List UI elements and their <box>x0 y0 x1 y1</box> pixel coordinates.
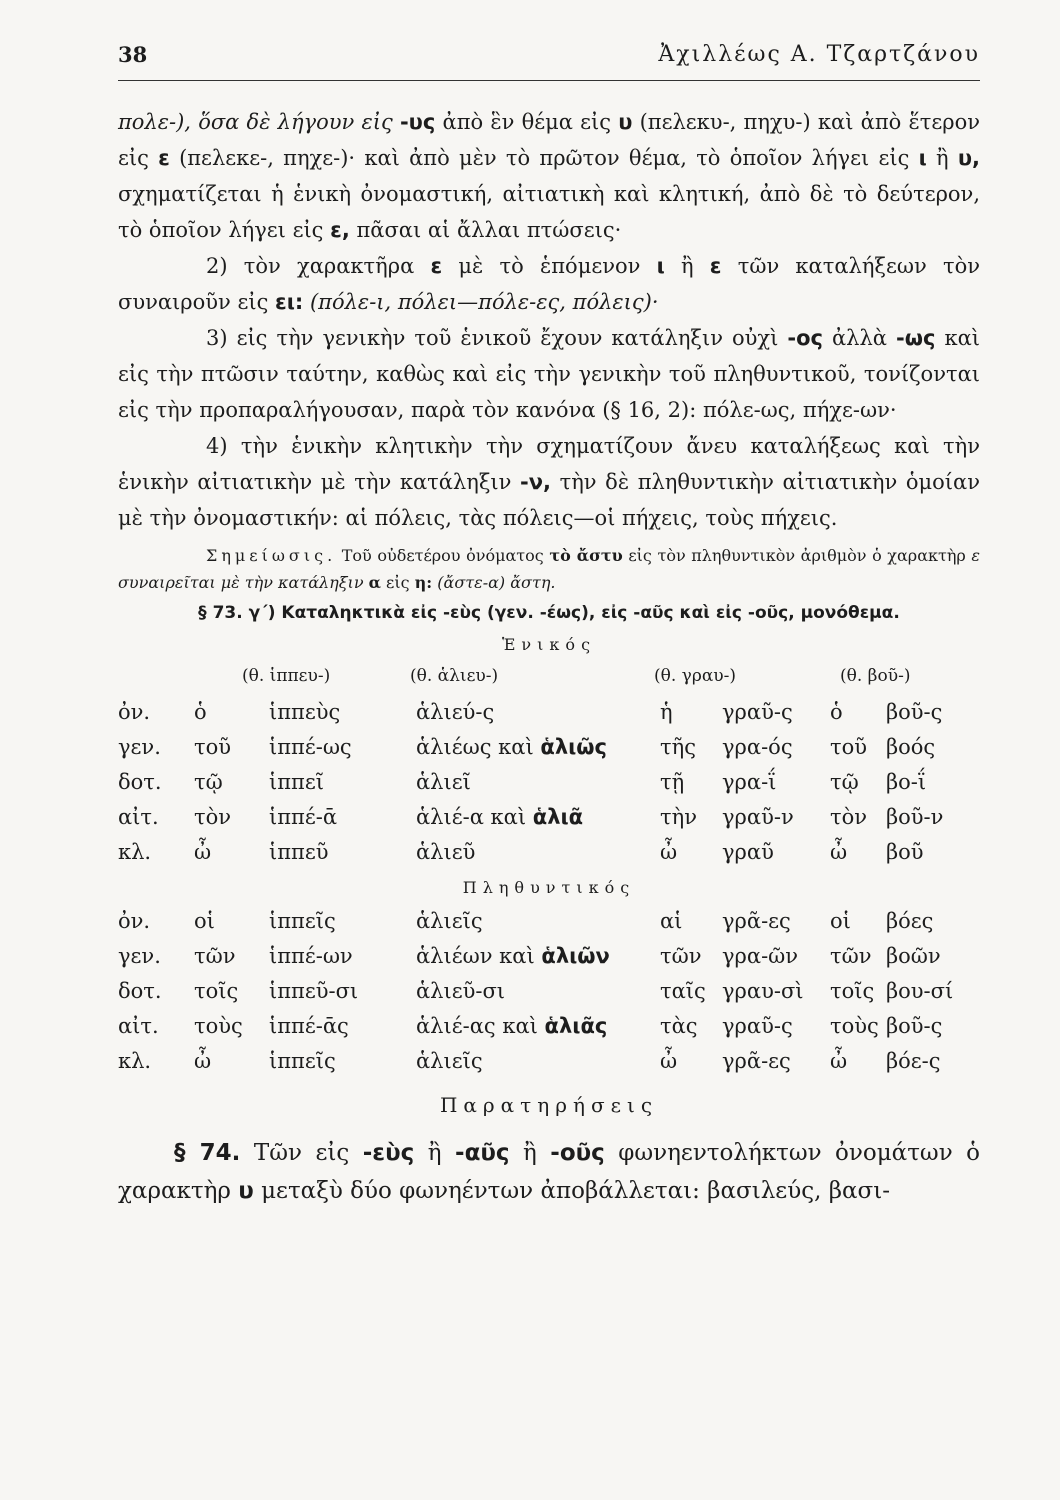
word-form: βόες <box>886 908 934 933</box>
article: τῆς <box>660 734 696 759</box>
stem-label: (θ. ἱππευ-) <box>242 666 331 686</box>
article: τοῖς <box>830 978 875 1003</box>
case-label: κλ. <box>118 1048 152 1073</box>
declension-row <box>118 1008 980 1043</box>
word-form: γραῦ-ν <box>722 804 794 829</box>
case-label: κλ. <box>118 839 152 864</box>
article: τῶν <box>194 943 236 968</box>
stem-label: (θ. ἁλιευ-) <box>410 666 499 686</box>
article: τῷ <box>830 769 859 794</box>
word-form: ἁλιέ-ας καὶ ἁλιᾶς <box>416 1013 608 1038</box>
word-form: ἁλιέων καὶ ἁλιῶν <box>416 943 610 968</box>
running-title: Ἀχιλλέως Α. Τζαρτζάνου <box>658 42 980 67</box>
declension-row <box>118 834 980 869</box>
section-74: § 74. Τῶν εἰς -εὺς ἢ -αῦς ἢ -οῦς φωνηεντολήκτων ὀνομάτων ὁ χαρακτὴρ υ μεταξὺ δύο φωνηέντων ἀποβάλλεται: βασιλεύς, βασι- <box>118 1140 980 1204</box>
declension-row <box>118 973 980 1008</box>
word-form: βοῦ-ς <box>886 1013 943 1038</box>
word-form: ἱππέ-ως <box>269 734 352 759</box>
plural-label: Πληθυντικός <box>462 878 636 897</box>
page-body <box>118 104 980 1210</box>
word-form: ἱππέ-ᾱς <box>269 1013 349 1038</box>
article: τὰς <box>660 1013 698 1038</box>
article: τῶν <box>660 943 702 968</box>
article: ὦ <box>194 1048 212 1073</box>
article: ὦ <box>194 839 212 864</box>
stem-label: (θ. γραυ-) <box>654 666 737 686</box>
paragraph-4: 4) τὴν ἑνικὴν κλητικὴν τὴν σχηματίζουν ἄνευ καταλήξεως καὶ τὴν ἑνικὴν αἰτιατικὴν μὲ τὴν κατάληξιν -ν, τὴν δὲ πληθυντικὴν αἰτιατικὴν ὁμοίαν μὲ τὴν ὀνομαστικήν: αἱ πόλεις, τὰς πόλεις—οἱ πήχεις, τοὺς πήχεις. <box>118 434 980 530</box>
word-form: ἁλιεῖ <box>416 769 471 794</box>
word-form: ἱππεῖ <box>269 769 324 794</box>
article: τὸν <box>194 804 232 829</box>
note: Σημείωσις. Τοῦ οὐδετέρου ὀνόματος τὸ ἄστυ εἰς τὸν πληθυντικὸν ἀριθμὸν ὁ χαρακτὴρ ε συναιρεῖται μὲ τὴν κατάληξιν α εἰς η: (ἄστε-α) ἄστη. <box>118 546 981 592</box>
case-label: δοτ. <box>118 769 162 794</box>
article: τὸν <box>830 804 868 829</box>
page-number: 38 <box>118 42 148 67</box>
word-form: βοῦ-ς <box>886 699 943 724</box>
case-label: αἰτ. <box>118 1013 159 1038</box>
page-header <box>118 40 980 81</box>
article: τοῦ <box>830 734 868 759</box>
declension-row <box>118 938 980 973</box>
word-form: γρα-ῶν <box>722 943 799 968</box>
word-form: ἱππέ-ων <box>269 943 353 968</box>
plural-declension-table <box>118 903 980 1078</box>
article: τῷ <box>194 769 223 794</box>
declension-row <box>118 799 980 834</box>
word-form: ἱππέ-ᾱ <box>269 804 337 829</box>
article: ὦ <box>830 1048 848 1073</box>
case-label: δοτ. <box>118 978 162 1003</box>
word-form: γρα-ΐ <box>722 769 777 794</box>
article: τὴν <box>660 804 697 829</box>
word-form: γραῦ <box>722 839 774 864</box>
observations-heading: Παρατηρήσεις <box>439 1093 659 1117</box>
singular-label: Ἑνικός <box>501 635 597 654</box>
word-form: βο-ΐ <box>886 769 927 794</box>
article: τοὺς <box>194 1013 243 1038</box>
section-73-heading: § 73. γ΄) Καταληκτικὰ εἰς -εὺς (γεν. -έως), εἰς -αῦς καὶ εἰς -οῦς, μονόθεμα. <box>198 603 900 623</box>
paragraph-2: 2) τὸν χαρακτῆρα ε μὲ τὸ ἑπόμενον ι ἢ ε τῶν καταλήξεων τὸν συναιροῦν εἰς ει: (πόλε-ι, πόλει—πόλε-ες, πόλεις)· <box>118 254 980 314</box>
word-form: γραῦ-ς <box>722 1013 793 1038</box>
paragraph-1: πολε-), ὅσα δὲ λήγουν εἰς -υς ἀπὸ ἓν θέμα εἰς υ (πελεκυ-, πηχυ-) καὶ ἀπὸ ἕτερον εἰς ε (πελεκε-, πηχε-)· καὶ ἀπὸ μὲν τὸ πρῶτον θέμα, τὸ ὁποῖον λήγει εἰς ι ἢ υ, σχηματίζεται ἡ ἑνικὴ ὀνομαστική, αἰτιατικὴ καὶ κλητική, ἀπὸ δὲ τὸ δεύτερον, τὸ ὁποῖον λήγει εἰς ε, πᾶσαι αἱ ἄλλαι πτώσεις· <box>118 110 980 242</box>
article: τοῦ <box>194 734 232 759</box>
singular-declension-table <box>118 694 980 869</box>
word-form: ἁλιεῖς <box>416 908 483 933</box>
word-form: ἁλιέως καὶ ἁλιῶς <box>416 734 607 759</box>
paragraph-3: 3) εἰς τὴν γενικὴν τοῦ ἑνικοῦ ἔχουν κατάληξιν οὐχὶ -ος ἀλλὰ -ως καὶ εἰς τὴν πτῶσιν ταύτην, καθὼς καὶ εἰς τὴν γενικὴν τοῦ πληθυντικοῦ, τονίζονται εἰς τὴν προπαραλήγουσαν, παρὰ τὸν κανόνα (§ 16, 2): πόλε-ως, πήχε-ων· <box>118 326 980 422</box>
declension-row <box>118 764 980 799</box>
declension-row <box>118 1043 980 1078</box>
stem-labels <box>118 660 980 694</box>
article: ὁ <box>830 699 843 724</box>
case-label: ὀν. <box>118 699 151 724</box>
word-form: βου-σί <box>886 978 954 1003</box>
word-form: βοῦ <box>886 839 924 864</box>
word-form: ἁλιεῦ <box>416 839 476 864</box>
word-form: γραυ-σὶ <box>722 978 804 1003</box>
case-label: γεν. <box>118 943 161 968</box>
word-form: γρᾶ-ες <box>722 908 791 933</box>
word-form: ἱππεῖς <box>269 908 336 933</box>
word-form: βοῦ-ν <box>886 804 944 829</box>
article: ὦ <box>660 1048 678 1073</box>
article: ὦ <box>830 839 848 864</box>
article: τοῖς <box>194 978 239 1003</box>
case-label: ὀν. <box>118 908 151 933</box>
article: ὁ <box>194 699 207 724</box>
word-form: ἱππεῦ <box>269 839 329 864</box>
stem-label: (θ. βοῦ-) <box>840 666 911 686</box>
case-label: γεν. <box>118 734 161 759</box>
article: οἱ <box>830 908 851 933</box>
word-form: ἱππεῦ-σι <box>269 978 359 1003</box>
article: ταῖς <box>660 978 706 1003</box>
word-form: ἱππεὺς <box>269 699 341 724</box>
case-label: αἰτ. <box>118 804 159 829</box>
word-form: ἁλιεῖς <box>416 1048 483 1073</box>
article: τῶν <box>830 943 872 968</box>
declension-row <box>118 694 980 729</box>
declension-row <box>118 729 980 764</box>
word-form: ἱππεῖς <box>269 1048 336 1073</box>
article: ἡ <box>660 699 673 724</box>
word-form: γρα-ός <box>722 734 793 759</box>
word-form: βοῶν <box>886 943 941 968</box>
word-form: γραῦ-ς <box>722 699 793 724</box>
article: ὦ <box>660 839 678 864</box>
article: αἱ <box>660 908 683 933</box>
word-form: ἁλιεύ-ς <box>416 699 495 724</box>
word-form: ἁλιεῦ-σι <box>416 978 506 1003</box>
word-form: ἁλιέ-α καὶ ἁλιᾶ <box>416 804 584 829</box>
article: οἱ <box>194 908 215 933</box>
article: τῇ <box>660 769 685 794</box>
declension-row <box>118 903 980 938</box>
word-form: βοός <box>886 734 936 759</box>
word-form: βόε-ς <box>886 1048 941 1073</box>
article: τοὺς <box>830 1013 879 1038</box>
word-form: γρᾶ-ες <box>722 1048 791 1073</box>
